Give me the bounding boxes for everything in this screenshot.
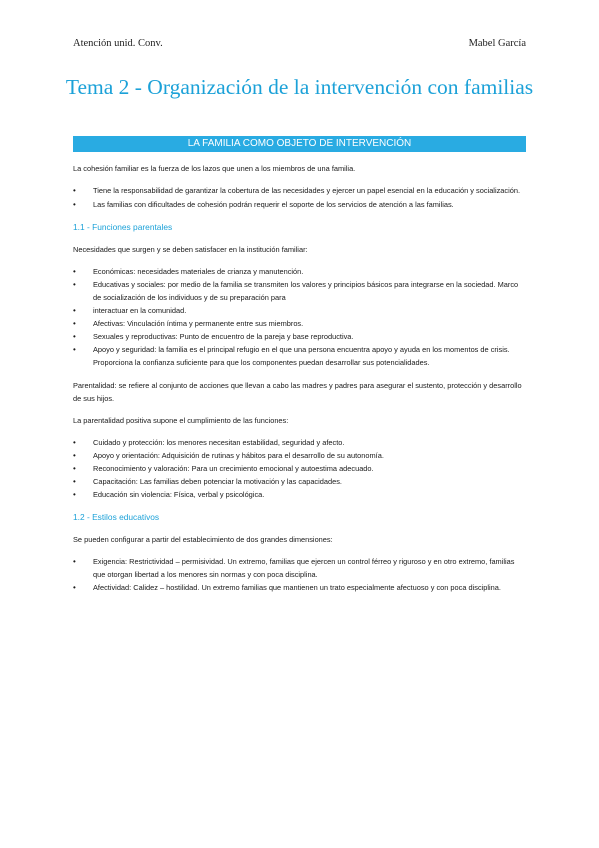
list-item: • Capacitación: Las familias deben potenciar la motivación y las capacidades.: [91, 475, 526, 488]
list-item: • Económicas: necesidades materiales de crianza y manutención.: [91, 265, 526, 278]
header-author: Mabel García: [468, 38, 526, 49]
section-banner: LA FAMILIA COMO OBJETO DE INTERVENCIÓN: [73, 136, 526, 152]
intro-list: [73, 184, 526, 211]
parentalidad-positiva-lead: La parentalidad positiva supone el cumplimiento de las funciones:: [73, 415, 289, 425]
estilos-list: [73, 555, 526, 594]
list-item: • Afectivas: Vinculación íntima y permanente entre sus miembros.: [91, 317, 526, 330]
list-item: • Sexuales y reproductivas: Punto de encuentro de la pareja y base reproductiva.: [91, 330, 526, 343]
parentalidad-positiva-list: [73, 436, 526, 501]
list-item: • Cuidado y protección: los menores necesitan estabilidad, seguridad y afecto.: [91, 436, 526, 449]
list-item: • Apoyo y seguridad: la familia es el principal refugio en el que una persona encuentra apoyo y ayuda en los momentos de crisis. Proporciona la confianza suficiente para que los componentes puedan desarrollar sus potencialidades.: [91, 343, 526, 369]
list-item: • Afectividad: Calidez – hostilidad. Un extremo familias que mantienen un trato especialmente afectuoso y con poca disciplina.: [91, 581, 526, 594]
header-course: Atención unid. Conv.: [73, 38, 163, 49]
list-item: • Tiene la responsabilidad de garantizar la cobertura de las necesidades y ejercer un papel esencial en la educación y socialización.: [91, 184, 526, 197]
list-item: • Exigencia: Restrictividad – permisividad. Un extremo, familias que ejercen un control férreo y riguroso y en otro extremo, familias que otorgan libertad a los menores sin normas y con poca disciplina.: [91, 555, 526, 581]
estilos-lead: Se pueden configurar a partir del establecimiento de dos grandes dimensiones:: [73, 534, 333, 544]
intro-paragraph: La cohesión familiar es la fuerza de los lazos que unen a los miembros de una familia.: [73, 164, 356, 173]
list-item: • Reconocimiento y valoración: Para un crecimiento emocional y autoestima adecuado.: [91, 462, 526, 475]
section-heading-estilos: 1.2 - Estilos educativos: [73, 511, 160, 522]
page-header: [73, 38, 526, 52]
parentalidad-paragraph: Parentalidad: se refiere al conjunto de acciones que llevan a cabo las madres y padres para asegurar el sustento, protección y desarrollo de sus hijos.: [73, 380, 522, 403]
list-item: • Educativas y sociales: por medio de la familia se transmiten los valores y principios básicos para integrarse en la sociedad. Marco de socialización de los individuos y de su preparación para: [91, 278, 526, 304]
page-title: Tema 2 - Organización de la intervención con familias: [65, 75, 534, 99]
funciones-list: [73, 265, 526, 369]
list-item: • interactuar en la comunidad.: [91, 304, 526, 317]
list-item: • Las familias con dificultades de cohesión podrán requerir el soporte de los servicios de atención a las familias.: [91, 198, 526, 211]
document-body: [73, 162, 526, 604]
list-item: • Apoyo y orientación: Adquisición de rutinas y hábitos para el desarrollo de su autonomía.: [91, 449, 526, 462]
list-item: • Educación sin violencia: Física, verbal y psicológica.: [91, 488, 526, 501]
funciones-lead: Necesidades que surgen y se deben satisfacer en la institución familiar:: [73, 244, 308, 254]
section-heading-funciones: 1.1 - Funciones parentales: [73, 221, 173, 232]
